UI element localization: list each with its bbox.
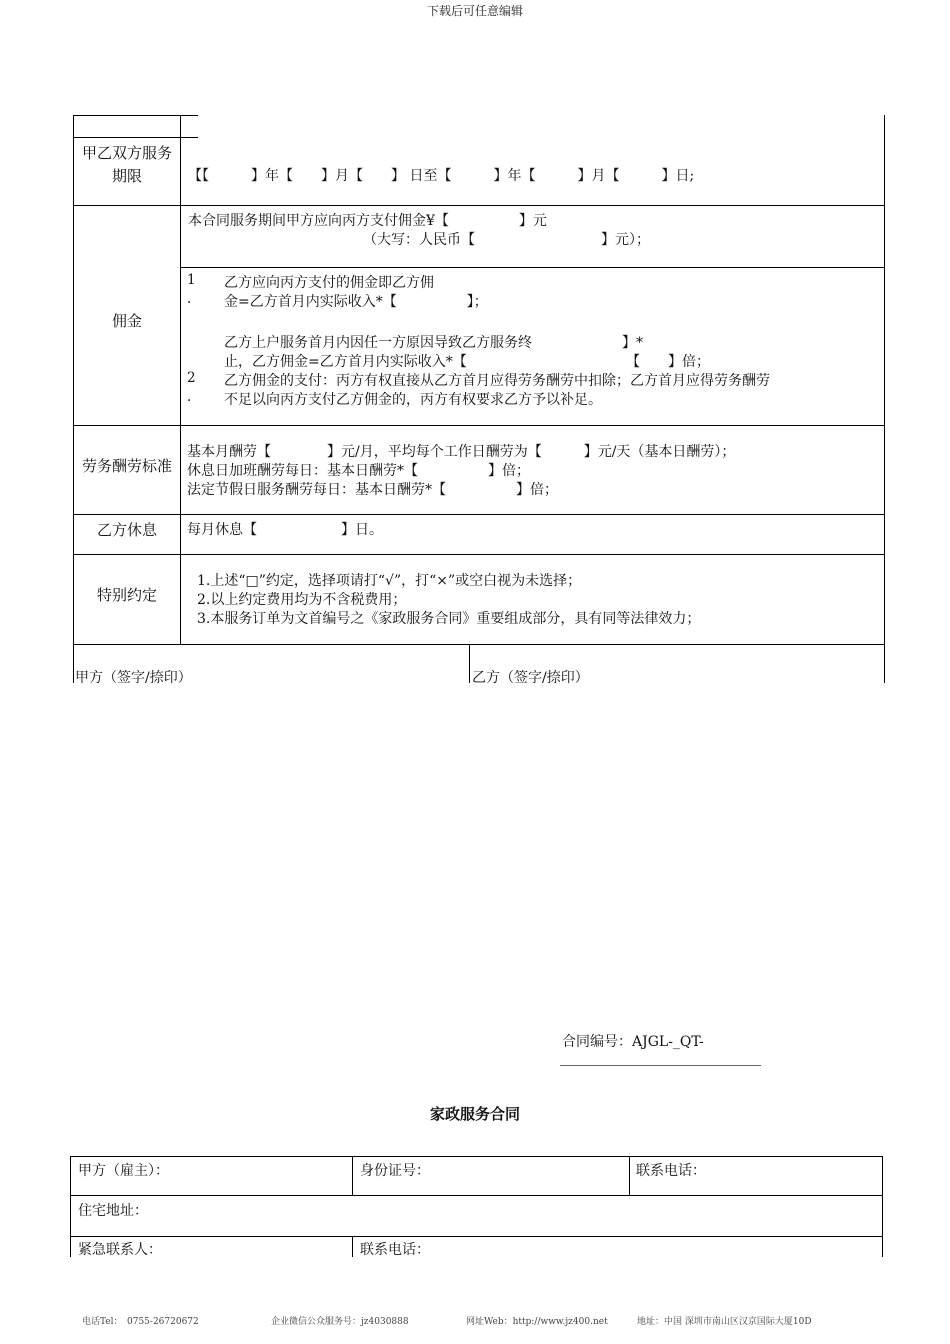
commission-item-1-line-4: 止，乙方佣金=乙方首月内实际收入*【 <box>224 354 467 370</box>
commission-line-2: （大写：人民币【 】元）； <box>363 232 650 248</box>
footer-address: 地址：中国 深圳市南山区汉京国际大厦10D <box>637 1317 812 1327</box>
footer-wechat: 企业微信公众服务号：jz4030888 <box>271 1317 409 1327</box>
labor-label: 劳务酬劳标准 <box>81 457 172 475</box>
commission-line-1: 本合同服务期间甲方应向丙方支付佣金¥【 】元 <box>188 213 547 229</box>
labor-line-2: 休息日加班酬劳每日：基本日酬劳*【 】倍； <box>187 463 530 479</box>
commission-item-2-line-1: 乙方佣金的支付：丙方有权直接从乙方首月应得劳务酬劳中扣除；乙方首月应得劳务酬劳 <box>224 373 770 389</box>
labor-line-1: 基本月酬劳【 】元/月，平均每个工作日酬劳为【 】元/天（基本日酬劳）； <box>187 444 736 460</box>
party-a-signature: 甲方（签字/捺印） <box>75 670 192 686</box>
party-b-signature: 乙方（签字/捺印） <box>472 670 589 686</box>
commission-item-1-line-4-tail: 【 】倍； <box>626 354 710 370</box>
commission-item-1-number: 1 <box>187 272 196 288</box>
emergency-contact-field: 紧急联系人： <box>78 1242 162 1258</box>
commission-item-1-line-3-bracket: 】* <box>622 335 643 351</box>
emergency-phone-field: 联系电话： <box>360 1242 430 1258</box>
commission-item-2-dot: . <box>187 389 192 405</box>
special-line-2: 2.以上约定费用均为不含税费用； <box>197 592 407 608</box>
service-period-label-2: 期限 <box>111 167 142 185</box>
commission-item-1-line-2: 金=乙方首月内实际收入*【 】； <box>224 294 488 310</box>
commission-item-2-number: 2 <box>187 370 196 386</box>
contract-title: 家政服务合同 <box>429 1105 520 1123</box>
commission-label: 佣金 <box>111 312 142 330</box>
footer-tel: 电话Tel： 0755-26720672 <box>82 1317 199 1327</box>
special-label: 特别约定 <box>96 586 157 604</box>
commission-item-1-dot: . <box>187 291 192 307</box>
phone-field: 联系电话： <box>636 1163 706 1179</box>
special-line-3: 3.本服务订单为文首编号之《家政服务合同》重要组成部分，具有同等法律效力； <box>197 611 701 627</box>
rest-text: 每月休息【 】日。 <box>187 522 383 538</box>
commission-item-2-line-2: 不足以向丙方支付乙方佣金的，丙方有权要求乙方予以补足。 <box>224 392 602 408</box>
id-number-field: 身份证号： <box>360 1163 430 1179</box>
contract-number-underline <box>560 1065 761 1066</box>
labor-line-3: 法定节假日服务酬劳每日：基本日酬劳*【 】倍； <box>187 482 558 498</box>
party-a-field: 甲方（雇主）： <box>78 1163 169 1179</box>
special-line-1: 1.上述“□”约定，选择项请打“√”，打“×”或空白视为未选择； <box>197 573 582 589</box>
contract-number: 合同编号：AJGL-_QT- <box>562 1034 704 1050</box>
rest-label: 乙方休息 <box>96 521 157 539</box>
address-field: 住宅地址： <box>78 1203 148 1219</box>
page-header-note: 下载后可任意编辑 <box>426 4 523 18</box>
footer-web: 网址Web：http://www.jz400.net <box>466 1317 608 1327</box>
commission-item-1-line-3: 乙方上户服务首月内因任一方原因导致乙方服务终 <box>224 335 532 351</box>
commission-item-1-line-1: 乙方应向丙方支付的佣金即乙方佣 <box>224 275 434 291</box>
service-period-text: 【【 】年【 】月【 】 日至【 】年【 】月【 】日; <box>188 168 695 184</box>
service-period-label-1: 甲乙双方服务 <box>81 144 172 162</box>
